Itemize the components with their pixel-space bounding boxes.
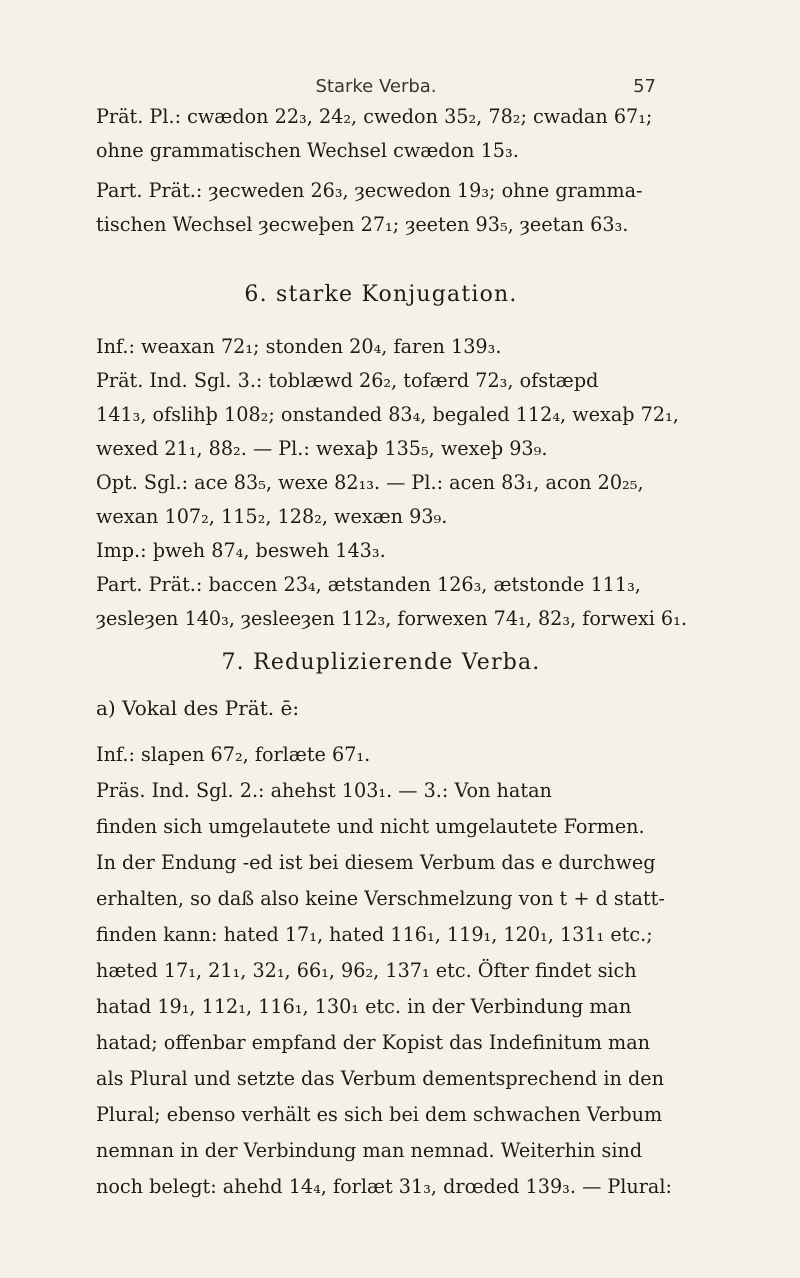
- text-line: noch belegt: ahehd 14₄, forlæt 31₃, drœded 139₃. — Plural:: [96, 1175, 672, 1198]
- text-line: In der Endung -ed ist bei diesem Verbum das e durchweg: [96, 851, 656, 874]
- text-line: wexed 21₁, 88₂. — Pl.: wexaþ 135₅, wexeþ 93₉.: [96, 437, 548, 460]
- text-line: erhalten, so daß also keine Verschmelzung von t + d statt-: [96, 887, 665, 910]
- text-line: Part. Prät.: ȝecweden 26₃, ȝecwedon 19₃; ohne gramma-: [96, 179, 643, 202]
- text-line: ȝesleȝen 140₃, ȝesleeȝen 112₃, forwexen 74₁, 82₃, forwexi 6₁.: [96, 607, 687, 630]
- text-line: Präs. Ind. Sgl. 2.: ahehst 103₁. — 3.: Von hatan: [96, 779, 552, 802]
- text-line: hatad; offenbar empfand der Kopist das Indefinitum man: [96, 1031, 651, 1054]
- text-line: wexan 107₂, 115₂, 128₂, wexæn 93₉.: [96, 505, 448, 528]
- text-line: ohne grammatischen Wechsel cwædon 15₃.: [96, 139, 519, 162]
- text-line: hæted 17₁, 21₁, 32₁, 66₁, 96₂, 137₁ etc. Öfter findet sich: [96, 959, 637, 982]
- text-line: Prät. Ind. Sgl. 3.: toblæwd 26₂, tofærd 72₃, ofstæpd: [96, 369, 599, 392]
- text-line: hatad 19₁, 112₁, 116₁, 130₁ etc. in der Verbindung man: [96, 995, 632, 1018]
- text-line: finden kann: hated 17₁, hated 116₁, 119₁, 120₁, 131₁ etc.;: [96, 923, 653, 946]
- page-number: 57: [633, 76, 656, 97]
- text-line: Opt. Sgl.: ace 83₅, wexe 82₁₃. — Pl.: acen 83₁, acon 20₂₅,: [96, 471, 644, 494]
- running-title: Starke Verba.: [315, 76, 437, 97]
- text-line: Inf.: weaxan 72₁; stonden 20₄, faren 139₃.: [96, 335, 502, 358]
- section-heading-7: 7. Reduplizierende Verba.: [221, 650, 541, 675]
- text-line: tischen Wechsel ȝecweþen 27₁; ȝeeten 93₅, ȝeetan 63₃.: [96, 213, 629, 236]
- text-line: Inf.: slapen 67₂, forlæte 67₁.: [96, 743, 371, 766]
- text-line: 141₃, ofslihþ 108₂; onstanded 83₄, begaled 112₄, wexaþ 72₁,: [96, 403, 679, 426]
- text-line: als Plural und setzte das Verbum dementsprechend in den: [96, 1067, 664, 1090]
- subsection-heading: a) Vokal des Prät. ē:: [96, 696, 300, 720]
- text-line: Plural; ebenso verhält es sich bei dem schwachen Verbum: [96, 1103, 663, 1126]
- text-line: Imp.: þweh 87₄, besweh 143₃.: [96, 539, 386, 562]
- text-line: Part. Prät.: baccen 23₄, ætstanden 126₃, ætstonde 111₃,: [96, 573, 641, 596]
- text-line: Prät. Pl.: cwædon 22₃, 24₂, cwedon 35₂, 78₂; cwadan 67₁;: [96, 105, 653, 128]
- text-line: nemnan in der Verbindung man nemnad. Weiterhin sind: [96, 1139, 643, 1162]
- section-heading-6: 6. starke Konjugation.: [244, 282, 518, 307]
- text-line: finden sich umgelautete und nicht umgelautete Formen.: [96, 815, 645, 838]
